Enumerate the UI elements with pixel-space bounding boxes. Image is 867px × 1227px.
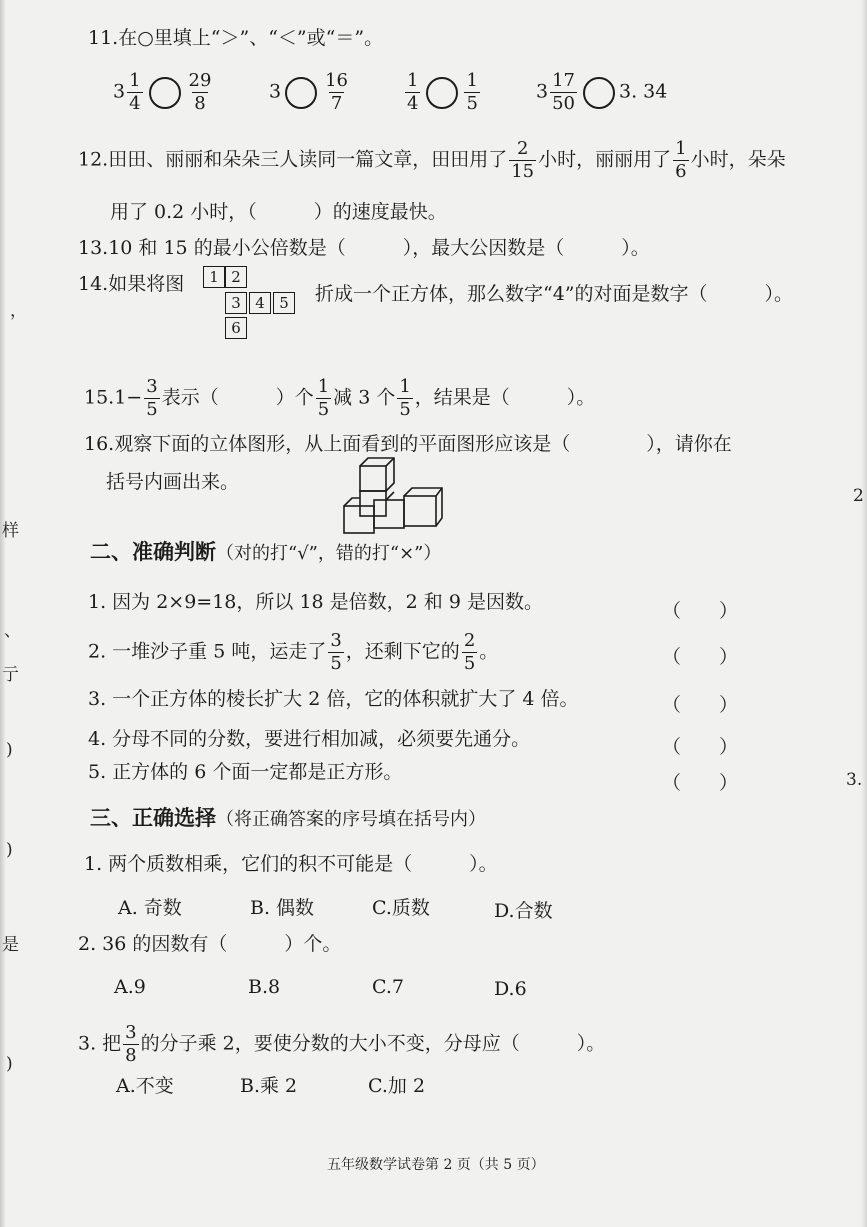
- margin-glyph: 是: [2, 935, 19, 955]
- compare-circle[interactable]: [285, 77, 317, 109]
- compare-circle[interactable]: [583, 77, 615, 109]
- choice-q3-option-a[interactable]: A.不变: [116, 1075, 174, 1097]
- margin-glyph: 样: [2, 521, 19, 541]
- q11-item-4: 3 $\frac{17}{50}$ 3. 34: [536, 70, 668, 114]
- answer-paren-1[interactable]: （ ）: [662, 600, 739, 622]
- choice-q3-option-b[interactable]: B.乘 2: [240, 1075, 298, 1097]
- choice-q1-option-c[interactable]: C.质数: [372, 897, 430, 919]
- judge-item-5: 5. 正方体的 6 个面一定都是正方形。: [88, 761, 403, 783]
- margin-glyph: 2: [853, 486, 864, 506]
- choice-q2: 2. 36 的因数有（ ）个。: [78, 933, 342, 955]
- q12-line1: 12.田田、丽丽和朵朵三人读同一篇文章，田田用了 $\frac{2}{15}$ 小时，丽丽用了 $\frac{1}{6}$ 小时，朵朵: [78, 138, 786, 182]
- section3-heading: 三、正确选择（将正确答案的序号填在括号内）: [90, 805, 486, 830]
- choice-q3-option-c[interactable]: C.加 2: [368, 1075, 426, 1097]
- margin-glyph: 3.: [846, 770, 863, 790]
- page-edge-right: [861, 0, 867, 1227]
- margin-glyph: ): [6, 1054, 13, 1074]
- q11-item-1: 3 $\frac{1}{4}$ $\frac{29}{8}$: [113, 70, 212, 114]
- answer-paren-4[interactable]: （ ）: [662, 736, 739, 758]
- choice-q2-option-d[interactable]: D.6: [494, 978, 527, 1000]
- cube-stack-figure: [340, 456, 446, 536]
- margin-glyph: ): [6, 740, 13, 760]
- judge-item-1: 1. 因为 2×9=18，所以 18 是倍数，2 和 9 是因数。: [88, 591, 543, 613]
- net-cell: 5: [273, 292, 295, 314]
- compare-circle[interactable]: [426, 77, 458, 109]
- q12-line2: 用了 0.2 小时，（ ）的速度最快。: [110, 201, 447, 223]
- choice-q1: 1. 两个质数相乘，它们的积不可能是（ ）。: [84, 853, 498, 875]
- q16-line2: 括号内画出来。: [106, 471, 240, 493]
- judge-item-2: 2. 一堆沙子重 5 吨，运走了 $\frac{3}{5}$ ，还剩下它的 $\frac{2}{5}$ 。: [88, 630, 499, 674]
- judge-item-3: 3. 一个正方体的棱长扩大 2 倍，它的体积就扩大了 4 倍。: [88, 688, 579, 710]
- q14-text-b: 折成一个正方体，那么数字“4”的对面是数字（ ）。: [315, 283, 794, 305]
- q11-text: 11.在○里填上“＞”、“＜”或“＝”。: [88, 27, 384, 49]
- choice-q1-option-b[interactable]: B. 偶数: [250, 897, 315, 919]
- margin-glyph: ): [6, 840, 13, 860]
- answer-paren-2[interactable]: （ ）: [662, 646, 739, 668]
- answer-paren-3[interactable]: （ ）: [662, 694, 739, 716]
- choice-q1-option-a[interactable]: A. 奇数: [118, 897, 182, 919]
- q13-text: 13.10 和 15 的最小公倍数是（ ），最大公因数是（ ）。: [78, 237, 650, 259]
- q14-text-a: 14.如果将图: [78, 273, 185, 295]
- choice-q2-option-c[interactable]: C.7: [372, 976, 404, 998]
- choice-q3: 3. 把 $\frac{3}{8}$ 的分子乘 2，要使分数的大小不变，分母应（ ）。: [78, 1022, 606, 1066]
- q11-item-3: $\frac{1}{4}$ $\frac{1}{5}$: [407, 70, 478, 114]
- net-cell: 4: [249, 292, 271, 314]
- page-edge-left: [0, 0, 6, 1227]
- judge-item-4: 4. 分母不同的分数，要进行相加减，必须要先通分。: [88, 728, 531, 750]
- net-cell: 2: [225, 266, 247, 288]
- answer-paren-5[interactable]: （ ）: [662, 772, 739, 794]
- margin-glyph: ，: [10, 301, 27, 321]
- compare-circle[interactable]: [149, 77, 181, 109]
- page-footer: 五年级数学试卷第 2 页（共 5 页）: [327, 1157, 545, 1173]
- choice-q1-option-d[interactable]: D.合数: [494, 900, 553, 922]
- net-cell: 1: [203, 266, 225, 288]
- choice-q2-option-a[interactable]: A.9: [114, 976, 146, 998]
- section2-heading: 二、准确判断（对的打“√”，错的打“×”）: [90, 539, 442, 564]
- q16-line1: 16.观察下面的立体图形，从上面看到的平面图形应该是（ ），请你在: [84, 433, 732, 455]
- margin-glyph: 亍: [2, 665, 19, 685]
- choice-q2-option-b[interactable]: B.8: [248, 976, 281, 998]
- q15-text: 15.1− $\frac{3}{5}$ 表示（ ）个 $\frac{1}{5}$ 减 3 个 $\frac{1}{5}$ ，结果是（ ）。: [84, 376, 596, 420]
- net-cell: 3: [225, 292, 247, 314]
- net-cell: 6: [225, 317, 247, 339]
- q11-item-2: 3 $\frac{16}{7}$: [269, 70, 348, 114]
- margin-glyph: 、: [4, 621, 21, 641]
